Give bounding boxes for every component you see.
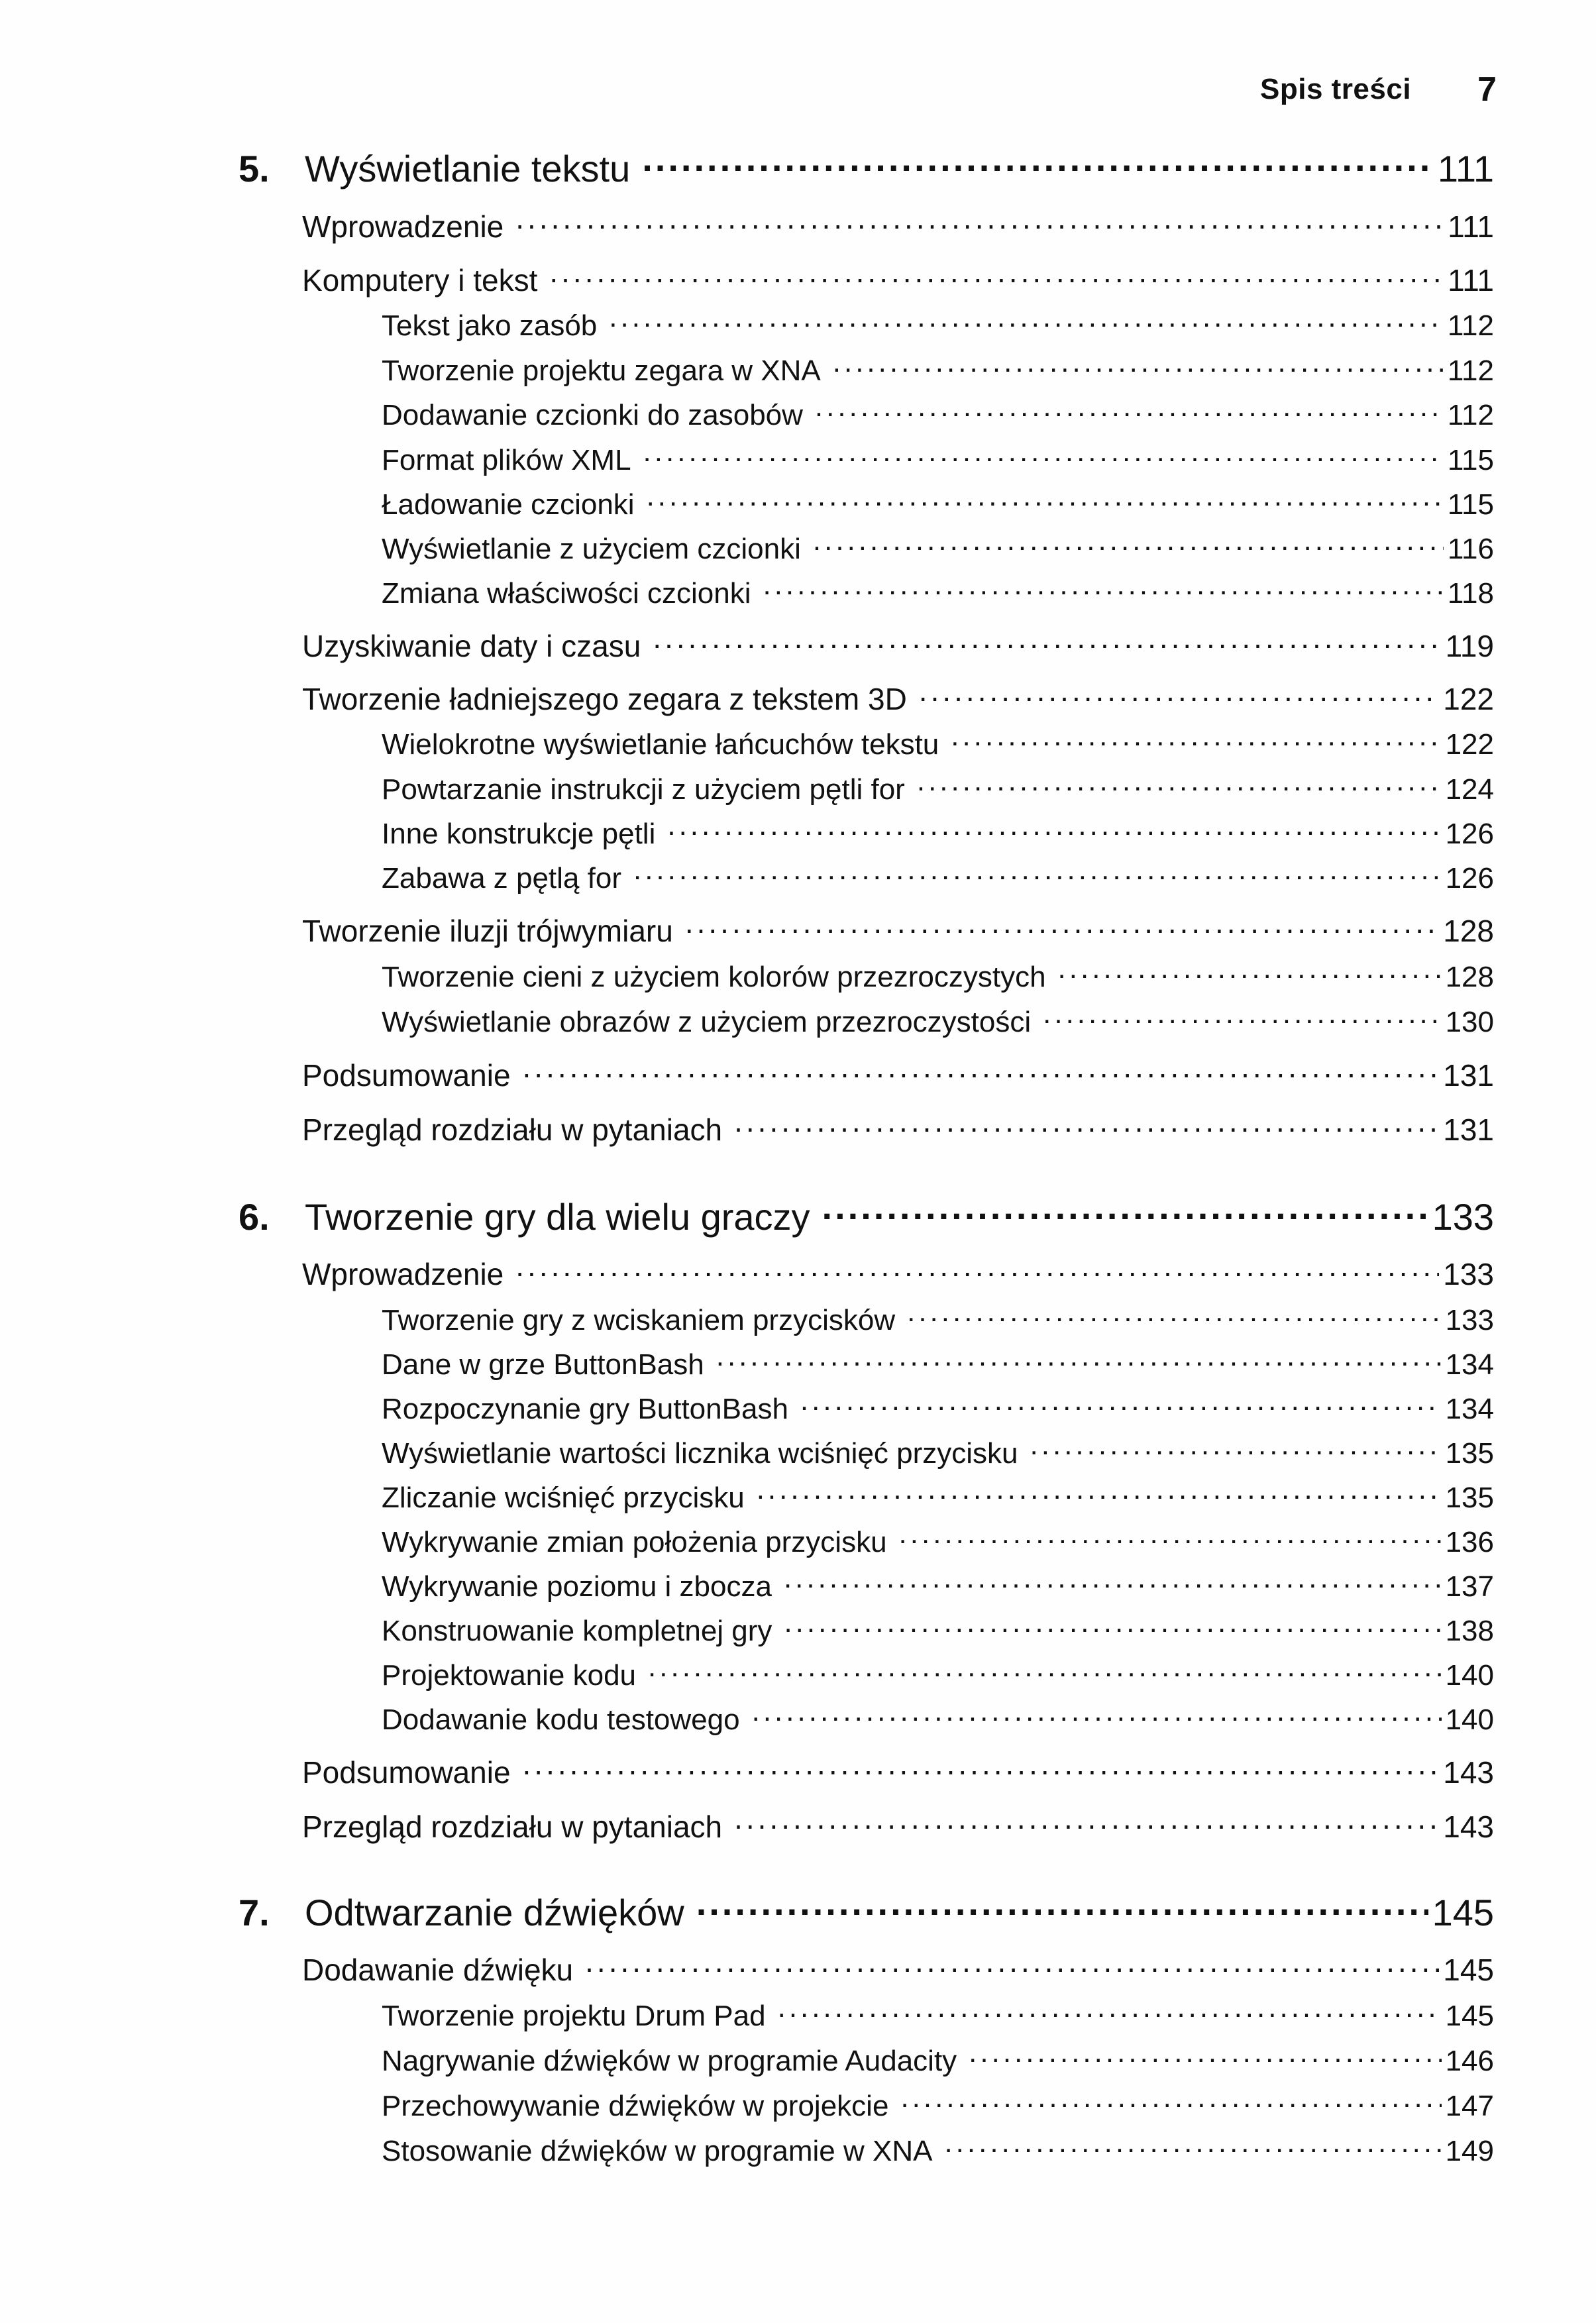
dot-leader [523,1753,1440,1783]
chapter-title: Tworzenie gry dla wielu graczy [305,1196,810,1238]
dot-leader [685,911,1439,942]
entry-page: 112 [1447,354,1494,387]
dot-leader [800,1389,1442,1419]
entry-page: 140 [1445,1659,1494,1692]
entry-page: 119 [1445,629,1494,663]
entry-page: 133 [1443,1257,1494,1291]
dot-leader [515,207,1444,237]
entry-title: Dane w grze ButtonBash [382,1348,704,1381]
dot-leader [734,1807,1439,1837]
dot-leader [833,351,1444,380]
entry-page: 111 [1448,263,1494,297]
chapter-title: Wyświetlanie tekstu [305,148,631,189]
entry-page: 112 [1447,309,1494,342]
chapter-page: 133 [1432,1196,1494,1238]
toc-entry[interactable] [382,441,1494,477]
entry-page: 115 [1447,444,1494,476]
dot-leader [647,485,1444,514]
entry-page: 126 [1445,818,1494,850]
dot-leader [917,770,1442,799]
toc-entry[interactable] [382,1656,1494,1692]
toc-entry[interactable] [302,1753,1494,1790]
entry-page: 135 [1445,1437,1494,1470]
entry-page: 116 [1447,533,1494,565]
dot-leader [784,1567,1442,1596]
entry-page: 111 [1448,209,1494,244]
entry-page: 147 [1445,2090,1494,2122]
toc-entry[interactable] [302,679,1494,717]
toc-entry[interactable] [302,1110,1494,1148]
dot-leader [549,260,1444,291]
dot-leader [643,441,1444,470]
entry-title: Rozpoczynanie gry ButtonBash [382,1393,788,1425]
toc-entry[interactable] [382,1389,1494,1426]
toc-entry[interactable] [302,626,1494,664]
dot-leader [919,679,1439,710]
dot-leader [1030,1434,1442,1463]
entry-title: Tworzenie cieni z użyciem kolorów przezroczystych [382,961,1046,993]
entry-page: 145 [1445,2000,1494,2032]
entry-title: Tworzenie projektu Drum Pad [382,2000,766,2032]
toc-entry[interactable] [382,1523,1494,1559]
entry-title: Wyświetlanie z użyciem czcionki [382,533,801,565]
toc-entry[interactable] [382,1996,1494,2033]
entry-title: Dodawanie dźwięku [302,1953,574,1987]
entry-page: 143 [1443,1810,1494,1844]
entry-title: Wyświetlanie obrazów z użyciem przezroczystości [382,1006,1032,1038]
dot-leader [515,1254,1439,1285]
entry-title: Inne konstrukcje pętli [382,818,656,850]
entry-title: Wprowadzenie [302,1257,504,1291]
entry-title: Podsumowanie [302,1058,511,1093]
toc-entry[interactable] [382,1478,1494,1515]
toc-entry[interactable] [302,911,1494,949]
dot-leader [648,1656,1442,1685]
entry-page: 112 [1447,399,1494,431]
toc-entry[interactable] [382,574,1494,610]
entry-page: 134 [1445,1348,1494,1381]
dot-leader [784,1611,1441,1641]
entry-title: Projektowanie kodu [382,1659,637,1692]
toc-entry[interactable] [382,1567,1494,1603]
chapter-title: Odtwarzanie dźwięków [305,1892,684,1933]
entry-page: 128 [1443,914,1494,948]
toc-chapter-5[interactable] [239,144,1494,190]
dot-leader [757,1478,1442,1507]
chapter-page: 111 [1437,148,1494,189]
entry-title: Przegląd rozdziału w pytaniach [302,1810,723,1844]
entry-title: Nagrywanie dźwięków w programie Audacity [382,2045,957,2077]
dot-leader [609,306,1444,335]
toc-entry[interactable] [382,1301,1494,1337]
toc-entry[interactable] [302,1254,1494,1292]
toc-entry[interactable] [302,207,1494,244]
entry-title: Zmiana właściwości czcionki [382,577,751,610]
dot-leader [523,1055,1440,1086]
entry-title: Tworzenie iluzji trójwymiaru [302,914,673,948]
toc-entry[interactable] [382,1002,1494,1039]
dot-leader [667,814,1441,843]
dot-leader [642,144,1434,182]
toc-entry[interactable] [382,859,1494,895]
entry-page: 128 [1445,961,1494,993]
dot-leader [734,1110,1439,1140]
dot-leader [585,1950,1439,1980]
entry-title: Powtarzanie instrukcji z użyciem pętli for [382,773,905,806]
entry-page: 136 [1445,1526,1494,1558]
toc-entry[interactable] [382,725,1494,761]
entry-title: Podsumowanie [302,1755,511,1790]
chapter-page: 145 [1432,1892,1494,1933]
entry-page: 140 [1445,1703,1494,1736]
toc-entry[interactable] [382,2041,1494,2078]
entry-page: 133 [1445,1304,1494,1336]
dot-leader [653,626,1441,657]
entry-page: 138 [1445,1615,1494,1647]
entry-title: Tekst jako zasób [382,309,598,342]
toc-entry[interactable] [382,2086,1494,2123]
toc-entry[interactable] [382,306,1494,343]
entry-title: Tworzenie ładniejszego zegara z tekstem 3D [302,682,907,716]
chapter-number: 6. [239,1196,270,1238]
dot-leader [822,1193,1428,1230]
entry-page: 149 [1445,2135,1494,2167]
dot-leader [899,1523,1442,1552]
chapter-number: 7. [239,1892,270,1933]
toc-entry[interactable] [382,770,1494,806]
entry-page: 122 [1445,728,1494,761]
dot-leader [813,529,1444,559]
running-header-title: Spis treści [1260,73,1412,105]
toc-entry[interactable] [302,1807,1494,1845]
dot-leader [716,1345,1442,1374]
dot-leader [951,725,1441,754]
entry-page: 134 [1445,1393,1494,1425]
dot-leader [1058,957,1442,987]
entry-title: Konstruowanie kompletnej gry [382,1615,772,1647]
dot-leader [696,1888,1428,1925]
entry-page: 137 [1445,1570,1494,1603]
entry-page: 126 [1445,862,1494,894]
dot-leader [907,1301,1441,1330]
entry-title: Stosowanie dźwięków w programie w XNA [382,2135,933,2167]
dot-leader [815,396,1444,425]
toc-entry[interactable] [382,1345,1494,1381]
entry-page: 115 [1447,488,1494,521]
entry-page: 146 [1445,2045,1494,2077]
entry-title: Tworzenie projektu zegara w XNA [382,354,821,387]
entry-page: 131 [1443,1058,1494,1093]
dot-leader [778,1996,1442,2026]
entry-title: Przechowywanie dźwięków w projekcie [382,2090,889,2122]
entry-page: 118 [1447,577,1494,610]
toc-entry[interactable] [382,1700,1494,1737]
entry-title: Wyświetlanie wartości licznika wciśnięć przycisku [382,1437,1018,1470]
toc-entry[interactable] [382,351,1494,388]
page-number: 7 [1477,70,1497,109]
toc-entry[interactable] [302,1055,1494,1093]
toc-entry[interactable] [382,1434,1494,1470]
entry-page: 143 [1443,1755,1494,1790]
entry-title: Wielokrotne wyświetlanie łańcuchów tekstu [382,728,939,761]
toc-entry[interactable] [302,260,1494,298]
entry-title: Format plików XML [382,444,631,476]
running-header [1260,66,1497,113]
entry-title: Tworzenie gry z wciskaniem przycisków [382,1304,896,1336]
dot-leader [752,1700,1442,1729]
entry-page: 124 [1445,773,1494,806]
entry-title: Zliczanie wciśnięć przycisku [382,1482,745,1514]
entry-title: Zabawa z pętlą for [382,862,621,894]
toc-entry[interactable] [382,485,1494,521]
toc-chapter-6[interactable] [239,1193,1494,1238]
chapter-number: 5. [239,148,270,189]
entry-title: Dodawanie kodu testowego [382,1703,740,1736]
entry-page: 131 [1443,1112,1494,1147]
dot-leader [969,2041,1441,2071]
toc-chapter-7[interactable] [239,1888,1494,1934]
entry-title: Wprowadzenie [302,209,504,244]
entry-page: 122 [1443,682,1494,716]
toc-entry[interactable] [302,1950,1494,1988]
dot-leader [763,574,1443,603]
entry-title: Ładowanie czcionki [382,488,635,521]
entry-title: Przegląd rozdziału w pytaniach [302,1112,723,1147]
entry-title: Wykrywanie poziomu i zbocza [382,1570,772,1603]
entry-title: Wykrywanie zmian położenia przycisku [382,1526,887,1558]
dot-leader [944,2132,1441,2161]
entry-title: Dodawanie czcionki do zasobów [382,399,803,431]
entry-page: 145 [1443,1953,1494,1987]
entry-title: Uzyskiwanie daty i czasu [302,629,641,663]
toc-entry[interactable] [382,2132,1494,2168]
dot-leader [1043,1002,1441,1032]
toc-entry[interactable] [382,396,1494,432]
entry-page: 130 [1445,1006,1494,1038]
toc-entry[interactable] [382,529,1494,566]
dot-leader [633,859,1442,888]
toc-entry[interactable] [382,814,1494,851]
entry-page: 135 [1445,1482,1494,1514]
toc-entry[interactable] [382,1611,1494,1648]
toc-entry[interactable] [382,957,1494,994]
dot-leader [900,2086,1441,2116]
entry-title: Komputery i tekst [302,263,538,297]
